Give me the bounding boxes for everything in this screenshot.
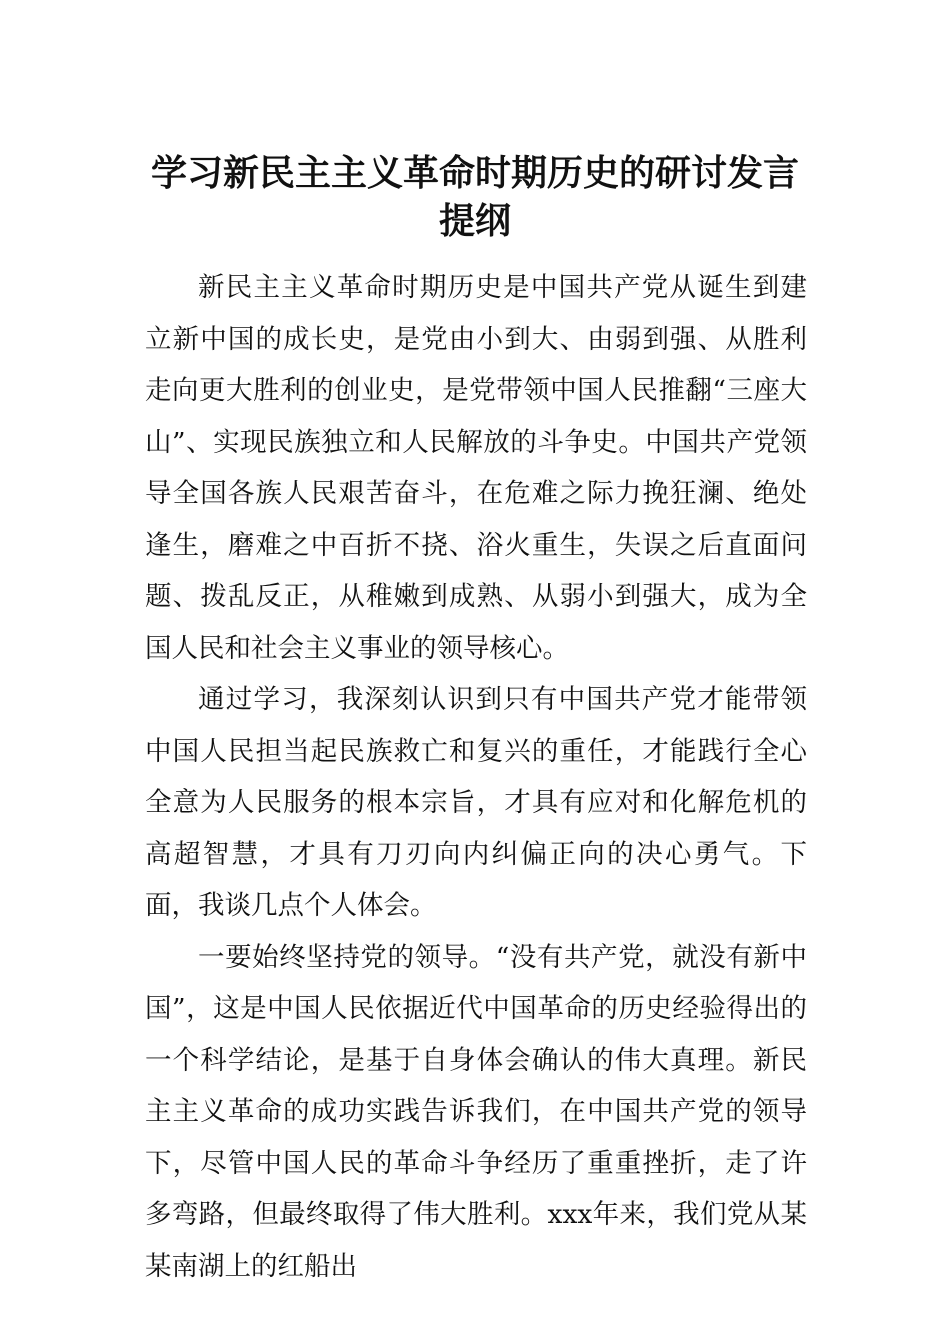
paragraph-learning: 通过学习，我深刻认识到只有中国共产党才能带领中国人民担当起民族救亡和复兴的重任，才能践行全心全意为人民服务的根本宗旨，才具有应对和化解危机的高超智慧，才具有刀刃向内纠偏正向的决心勇气。下面，我谈几点个人体会。 — [145, 684, 807, 921]
paragraph-intro: 新民主主义革命时期历史是中国共产党从诞生到建立新中国的成长史，是党由小到大、由弱到强、从胜利走向更大胜利的创业史，是党带领中国人民推翻“三座大山”、实现民族独立和人民解放的斗争史。中国共产党领导全国各族人民艰苦奋斗，在危难之际力挽狂澜、绝处逢生，磨难之中百折不挠、浴火重生，失误之后直面问题、拨乱反正，从稚嫩到成熟、从弱小到强大，成为全国人民和社会主义事业的领导核心。 — [145, 272, 807, 664]
document-title-line-2: 提纲 — [438, 200, 511, 242]
document-body — [145, 262, 807, 1292]
document-title-line-1: 学习新民主主义革命时期历史的研讨发言 — [150, 152, 799, 194]
paragraph-point-one: 一要始终坚持党的领导。“没有共产党，就没有新中国”，这是中国人民依据近代中国革命的历史经验得出的一个科学结论，是基于自身体会确认的伟大真理。新民主主义革命的成功实践告诉我们，在中国共产党的领导下，尽管中国人民的革命斗争经历了重重挫折，走了许多弯路，但最终取得了伟大胜利。xxx年来，我们党从某某南湖上的红船出 — [145, 941, 807, 1282]
